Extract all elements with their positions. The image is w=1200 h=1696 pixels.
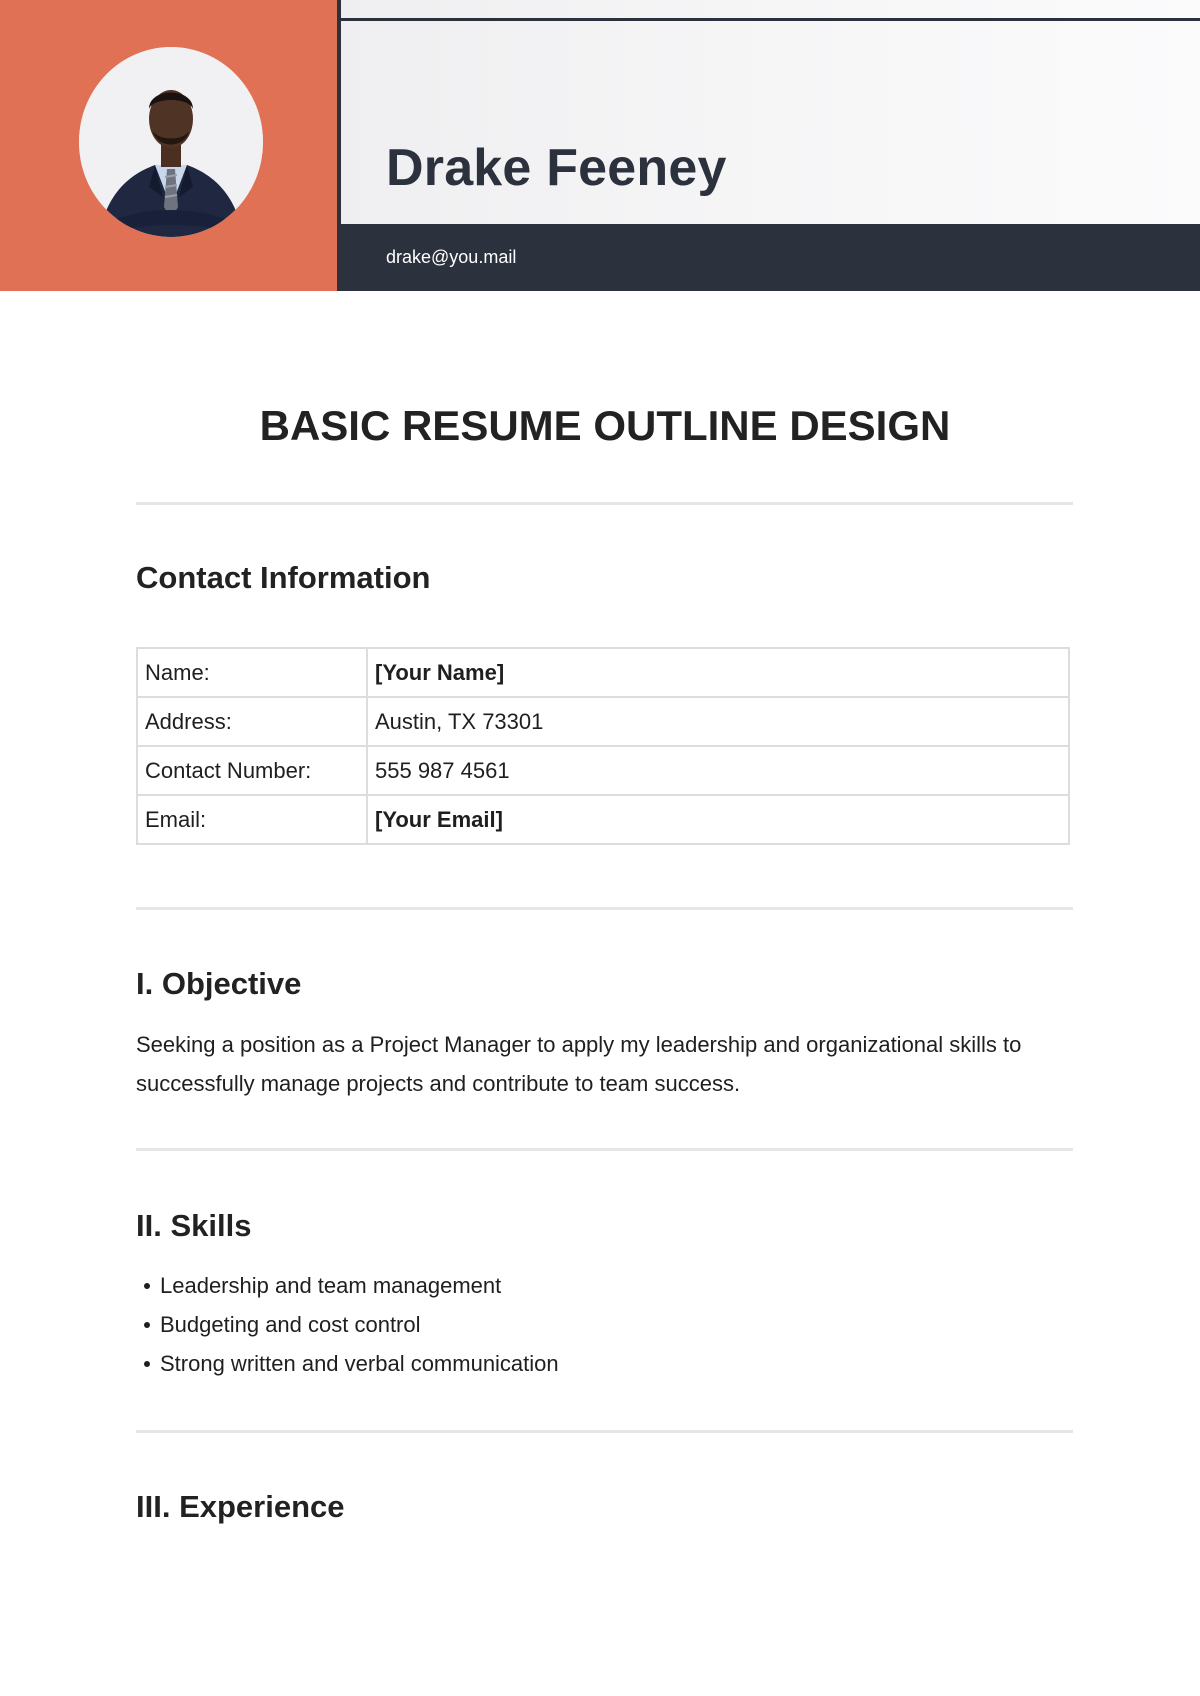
header-left-rule — [337, 0, 341, 224]
table-row — [137, 648, 1069, 697]
contact-label: Email: — [137, 795, 367, 844]
email-bar — [337, 224, 1200, 291]
skill-text: Budgeting and cost control — [160, 1312, 421, 1337]
contact-table — [136, 647, 1070, 845]
contact-label: Name: — [137, 648, 367, 697]
bullet-icon — [144, 1283, 150, 1289]
header-top-rule — [337, 18, 1200, 21]
divider — [136, 1430, 1073, 1433]
table-row — [137, 697, 1069, 746]
document-title: BASIC RESUME OUTLINE DESIGN — [259, 402, 951, 449]
skill-text: Strong written and verbal communication — [160, 1351, 559, 1376]
profile-photo — [79, 47, 263, 237]
objective-heading: I. Objective — [136, 966, 302, 1001]
list-item — [136, 1344, 559, 1383]
bullet-icon — [144, 1361, 150, 1367]
contact-value: Austin, TX 73301 — [367, 697, 1069, 746]
divider — [136, 1148, 1073, 1151]
person-portrait-icon — [79, 47, 263, 237]
resume-header — [0, 0, 1200, 291]
contact-label: Contact Number: — [137, 746, 367, 795]
photo-panel — [0, 0, 337, 291]
list-item — [136, 1305, 559, 1344]
header-email: drake@you.mail — [386, 247, 517, 267]
skill-text: Leadership and team management — [160, 1273, 502, 1298]
list-item — [136, 1266, 559, 1305]
experience-heading: III. Experience — [136, 1489, 345, 1524]
divider — [136, 502, 1073, 505]
contact-value: 555 987 4561 — [367, 746, 1069, 795]
bullet-icon — [144, 1322, 150, 1328]
skills-heading: II. Skills — [136, 1208, 252, 1243]
contact-value: [Your Email] — [367, 795, 1069, 844]
objective-text: Seeking a position as a Project Manager to apply my leadership and organizational skills to successfully manage projects and contribute to team success. — [136, 1032, 1022, 1096]
table-row — [137, 746, 1069, 795]
table-row — [137, 795, 1069, 844]
person-name: Drake Feeney — [386, 139, 727, 197]
skills-list — [136, 1266, 559, 1383]
contact-heading: Contact Information — [136, 560, 431, 595]
divider — [136, 907, 1073, 910]
contact-label: Address: — [137, 697, 367, 746]
contact-value: [Your Name] — [367, 648, 1069, 697]
